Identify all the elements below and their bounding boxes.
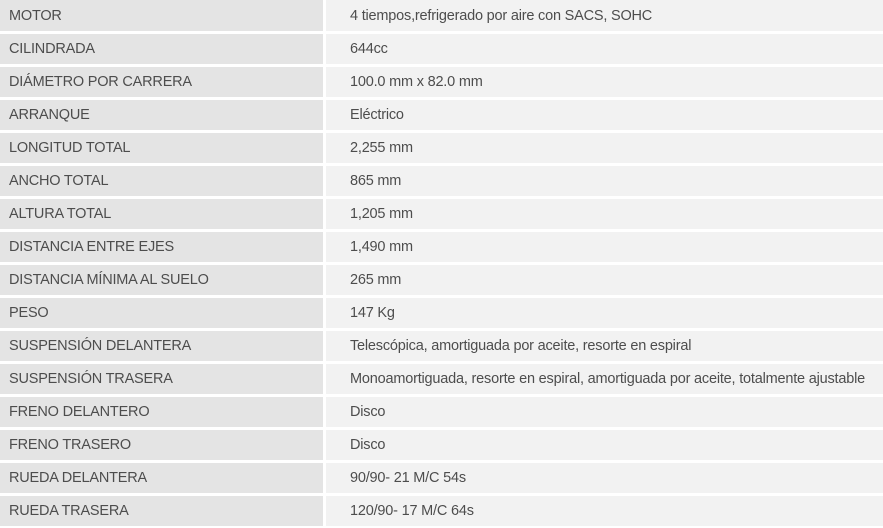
- spec-label: PESO: [0, 298, 326, 331]
- spec-row-arranque: [0, 100, 883, 133]
- spec-value: Monoamortiguada, resorte en espiral, amortiguada por aceite, totalmente ajustable: [326, 364, 883, 397]
- spec-value: 120/90- 17 M/C 64s: [326, 496, 883, 526]
- spec-label: DIÁMETRO POR CARRERA: [0, 67, 326, 100]
- spec-row-rueda-trasera: [0, 496, 883, 526]
- spec-row-suspension-delantera: [0, 331, 883, 364]
- spec-label: RUEDA TRASERA: [0, 496, 326, 526]
- spec-value: 644cc: [326, 34, 883, 67]
- spec-row-distancia-ejes: [0, 232, 883, 265]
- spec-row-freno-trasero: [0, 430, 883, 463]
- spec-row-rueda-delantera: [0, 463, 883, 496]
- spec-label: SUSPENSIÓN TRASERA: [0, 364, 326, 397]
- spec-label: DISTANCIA MÍNIMA AL SUELO: [0, 265, 326, 298]
- spec-value: 1,490 mm: [326, 232, 883, 265]
- spec-value: 90/90- 21 M/C 54s: [326, 463, 883, 496]
- spec-row-distancia-suelo: [0, 265, 883, 298]
- spec-value: 4 tiempos,refrigerado por aire con SACS, SOHC: [326, 0, 883, 34]
- spec-label: ARRANQUE: [0, 100, 326, 133]
- spec-label: FRENO DELANTERO: [0, 397, 326, 430]
- spec-value: 2,255 mm: [326, 133, 883, 166]
- spec-label: MOTOR: [0, 0, 326, 34]
- spec-row-motor: [0, 0, 883, 34]
- spec-label: FRENO TRASERO: [0, 430, 326, 463]
- spec-value: 147 Kg: [326, 298, 883, 331]
- spec-row-peso: [0, 298, 883, 331]
- spec-row-ancho: [0, 166, 883, 199]
- spec-label: RUEDA DELANTERA: [0, 463, 326, 496]
- spec-value: Disco: [326, 430, 883, 463]
- spec-label: ANCHO TOTAL: [0, 166, 326, 199]
- spec-row-diametro: [0, 67, 883, 100]
- spec-row-longitud: [0, 133, 883, 166]
- spec-row-freno-delantero: [0, 397, 883, 430]
- spec-value: Telescópica, amortiguada por aceite, resorte en espiral: [326, 331, 883, 364]
- spec-value: 1,205 mm: [326, 199, 883, 232]
- spec-label: LONGITUD TOTAL: [0, 133, 326, 166]
- spec-value: 100.0 mm x 82.0 mm: [326, 67, 883, 100]
- spec-row-suspension-trasera: [0, 364, 883, 397]
- spec-label: ALTURA TOTAL: [0, 199, 326, 232]
- spec-value: 265 mm: [326, 265, 883, 298]
- spec-row-cilindrada: [0, 34, 883, 67]
- spec-value: Eléctrico: [326, 100, 883, 133]
- spec-label: CILINDRADA: [0, 34, 326, 67]
- spec-label: DISTANCIA ENTRE EJES: [0, 232, 326, 265]
- spec-value: 865 mm: [326, 166, 883, 199]
- spec-row-altura: [0, 199, 883, 232]
- spec-value: Disco: [326, 397, 883, 430]
- spec-label: SUSPENSIÓN DELANTERA: [0, 331, 326, 364]
